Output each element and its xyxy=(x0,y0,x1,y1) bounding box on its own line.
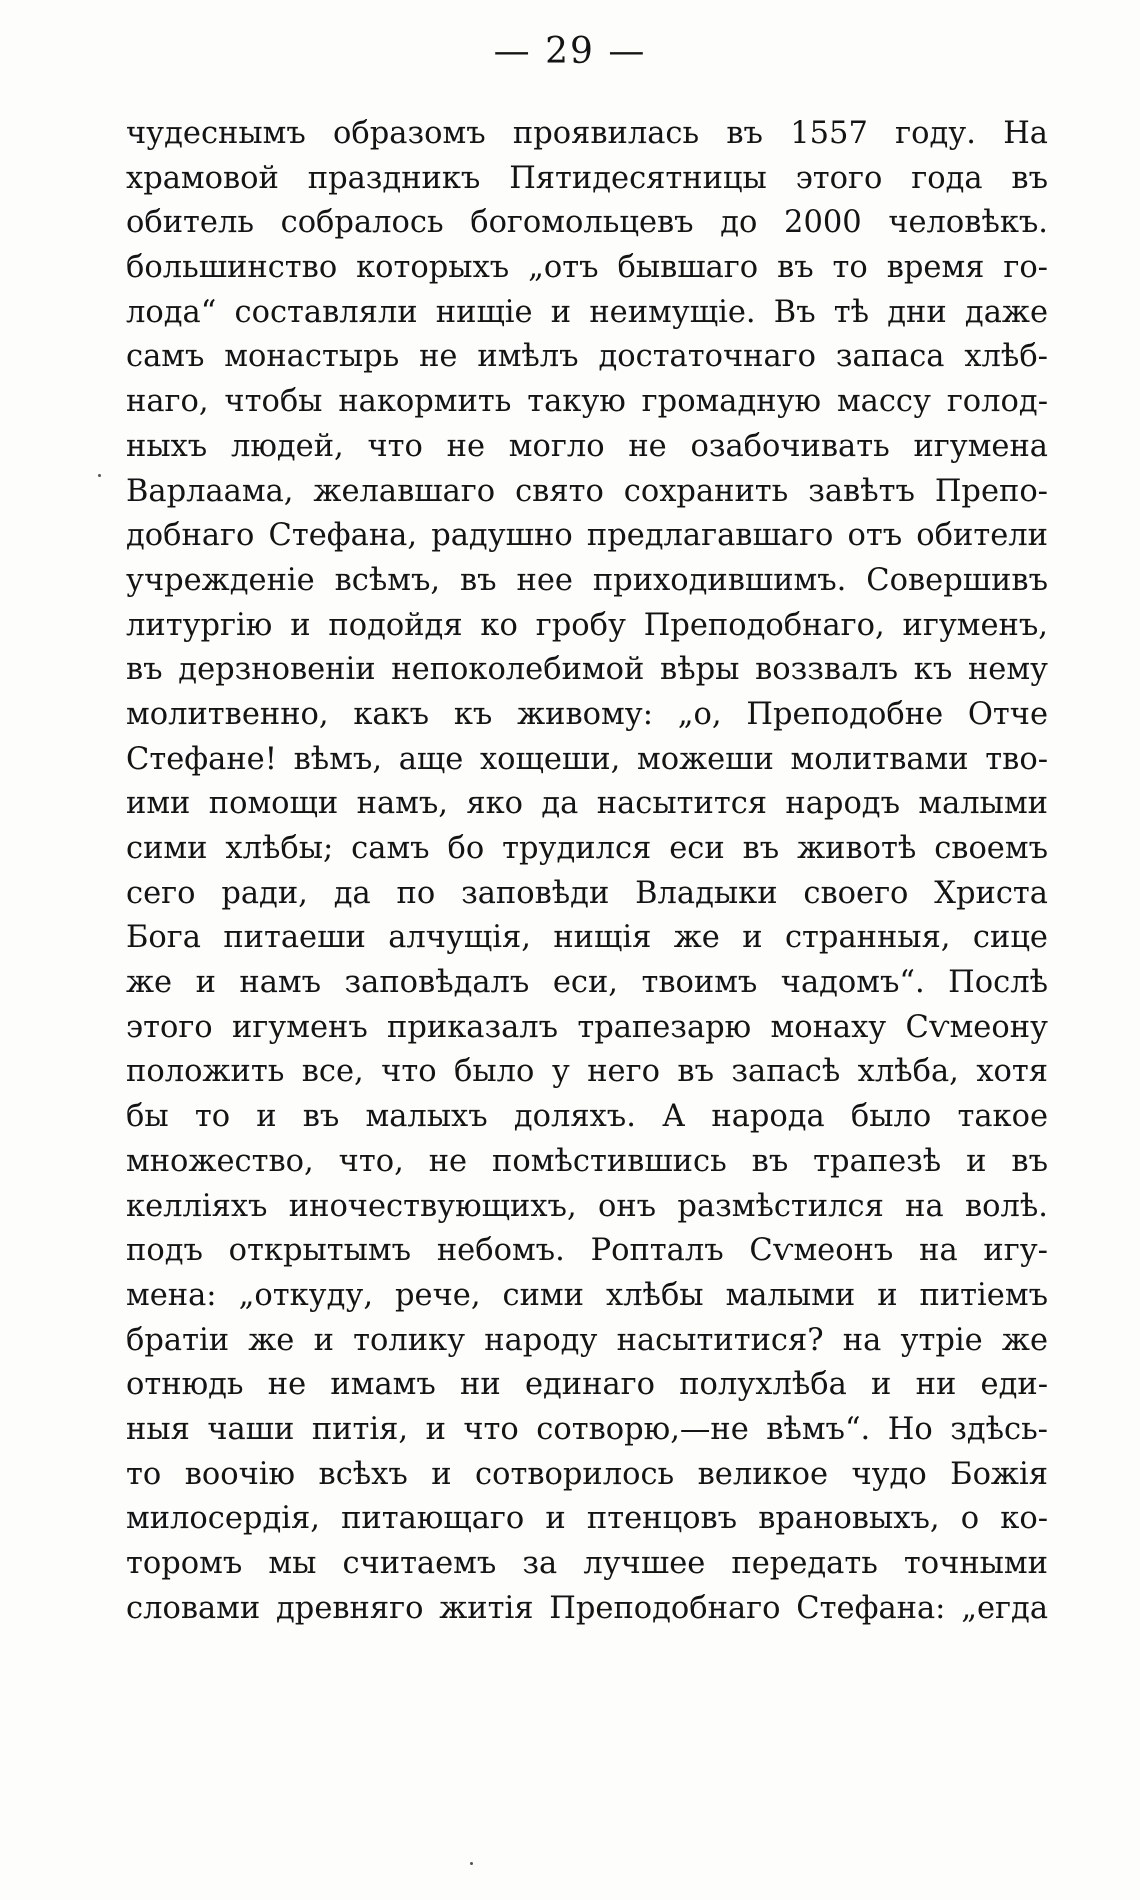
text-line: множество, что, не помѣстившись въ трапезѣ и въ xyxy=(126,1143,1048,1179)
text-line: большинство которыхъ „отъ бывшаго въ то время го- xyxy=(126,250,1048,286)
text-line: бы то и въ малыхъ доляхъ. А народа было такое xyxy=(126,1099,1048,1135)
print-speck xyxy=(98,474,101,477)
print-speck xyxy=(470,1862,473,1865)
text-line: келліяхъ иночествующихъ, онъ размѣстился на волѣ. xyxy=(126,1188,1048,1224)
text-line: учрежденіе всѣмъ, въ нее приходившимъ. Совершивъ xyxy=(126,562,1048,598)
text-line: обитель собралось богомольцевъ до 2000 человѣкъ. xyxy=(126,205,1048,241)
text-line: отнюдь не имамъ ни единаго полухлѣба и ни еди- xyxy=(126,1367,1048,1403)
text-line: въ дерзновеніи непоколебимой вѣры воззвалъ къ нему xyxy=(126,652,1048,688)
text-line: молитвенно, какъ къ живому: „о, Преподобне Отче xyxy=(126,696,1048,732)
text-line: положить все, что было у него въ запасѣ хлѣба, хотя xyxy=(126,1054,1048,1090)
text-line: сего ради, да по заповѣди Владыки своего Христа xyxy=(126,875,1048,911)
text-line: литургію и подойдя ко гробу Преподобнаго, игуменъ, xyxy=(126,607,1048,643)
text-line: братіи же и толику народу насытитися? на утріе же xyxy=(126,1322,1048,1358)
text-line: Варлаама, желавшаго свято сохранить завѣтъ Препо- xyxy=(126,473,1048,509)
page-number: — 29 — xyxy=(493,31,647,72)
text-line: торомъ мы считаемъ за лучшее передать точными xyxy=(126,1546,1048,1581)
text-line: самъ монастырь не имѣлъ достаточнаго запаса хлѣб- xyxy=(126,339,1048,375)
text-line: храмовой праздникъ Пятидесятницы этого года въ xyxy=(126,160,1048,196)
text-line: подъ открытымъ небомъ. Ропталъ Сѵмеонъ на игу- xyxy=(126,1233,1048,1269)
text-line: этого игуменъ приказалъ трапезарю монаху Сѵмеону xyxy=(126,1009,1048,1045)
text-line: лода“ составляли нищіе и неимущіе. Въ тѣ дни даже xyxy=(126,294,1048,330)
text-line: милосердія, питающаго и птенцовъ врановыхъ, о ко- xyxy=(126,1501,1048,1537)
text-line: Бога питаеши алчущія, нищія же и странныя, сице xyxy=(126,920,1048,956)
text-line: же и намъ заповѣдалъ еси, твоимъ чадомъ“. Послѣ xyxy=(126,965,1048,1001)
text-line: ныя чаши питія, и что сотворю,—не вѣмъ“. Но здѣсь- xyxy=(126,1411,1048,1447)
text-line: сими хлѣбы; самъ бо трудился еси въ животѣ своемъ xyxy=(126,831,1048,866)
text-line: мена: „откуду, рече, сими хлѣбы малыми и питіемъ xyxy=(126,1277,1048,1313)
text-line: Стефане! вѣмъ, аще хощеши, можеши молитвами тво- xyxy=(126,741,1048,777)
body-text xyxy=(126,112,1048,1631)
text-line: добнаго Стефана, радушно предлагавшаго отъ обители xyxy=(126,518,1048,554)
text-line: словами древняго житія Преподобнаго Стефана: „егда xyxy=(126,1590,1048,1626)
text-line: чудеснымъ образомъ проявилась въ 1557 году. На xyxy=(126,116,1048,151)
text-line: ныхъ людей, что не могло не озабочивать игумена xyxy=(126,428,1048,464)
text-line: наго, чтобы накормить такую громадную массу голод- xyxy=(126,384,1048,420)
text-line: ими помощи намъ, яко да насытится народъ малыми xyxy=(126,786,1048,822)
text-line: то воочію всѣхъ и сотворилось великое чудо Божія xyxy=(126,1456,1048,1492)
